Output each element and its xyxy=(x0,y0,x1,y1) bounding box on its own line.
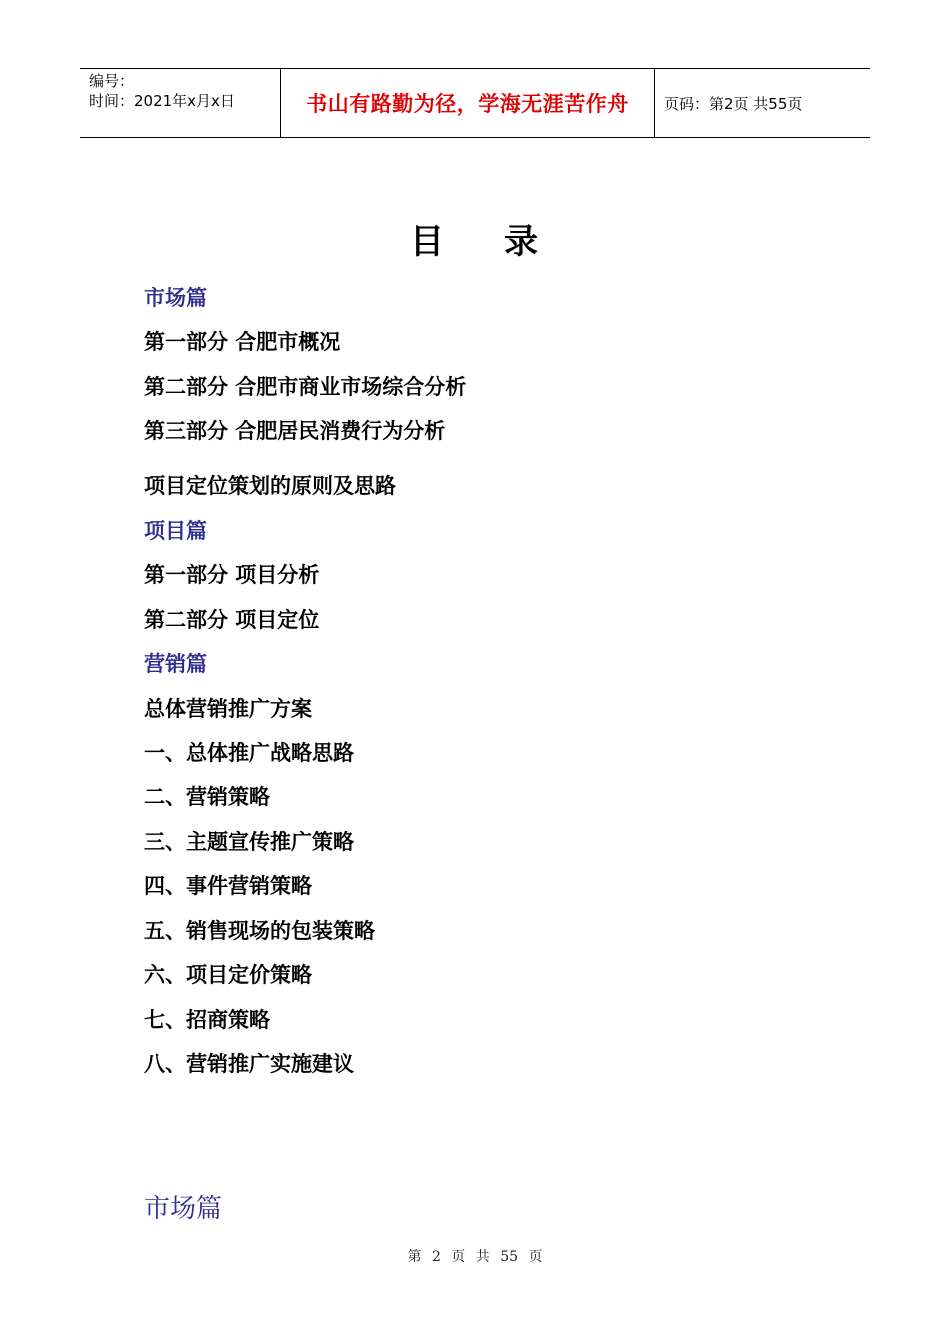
toc-item: 第一部分 项目分析 xyxy=(144,563,320,587)
document-time: 时间：2021年x月x日 xyxy=(89,92,235,110)
page-footer: 第 2 页 共 55 页 xyxy=(407,1249,543,1265)
toc-item: 项目定位策划的原则及思路 xyxy=(144,474,396,498)
toc-section-heading: 项目篇 xyxy=(144,519,207,543)
toc-item: 四、事件营销策略 xyxy=(144,874,312,898)
toc-item: 六、项目定价策略 xyxy=(144,963,312,987)
toc-section-heading: 市场篇 xyxy=(144,286,207,310)
toc-item: 第一部分 合肥市概况 xyxy=(144,330,341,354)
header-motto: 书山有路勤为径，学海无涯苦作舟 xyxy=(281,69,655,137)
page-title xyxy=(0,214,950,263)
toc-item: 八、营销推广实施建议 xyxy=(144,1052,354,1076)
toc-item: 七、招商策略 xyxy=(144,1008,270,1032)
toc-item: 三、主题宣传推广策略 xyxy=(144,830,354,854)
toc-item: 五、销售现场的包装策略 xyxy=(144,919,375,943)
document-number-label: 编号： xyxy=(89,72,135,90)
title-char-1: 目 xyxy=(410,222,446,262)
toc-item: 第二部分 合肥市商业市场综合分析 xyxy=(144,375,467,399)
section-heading-market: 市场篇 xyxy=(144,1194,223,1224)
toc-item: 一、总体推广战略思路 xyxy=(144,741,354,765)
title-char-2: 录 xyxy=(504,222,540,262)
toc-item: 第二部分 项目定位 xyxy=(144,608,320,632)
page-header xyxy=(80,68,870,138)
toc-item: 总体营销推广方案 xyxy=(144,697,312,721)
header-page-info: 页码：第2页 共55页 xyxy=(664,94,803,113)
toc-item: 二、营销策略 xyxy=(144,785,270,809)
toc-item: 第三部分 合肥居民消费行为分析 xyxy=(144,419,446,443)
header-meta xyxy=(80,69,281,137)
toc-section-heading: 营销篇 xyxy=(144,652,207,676)
